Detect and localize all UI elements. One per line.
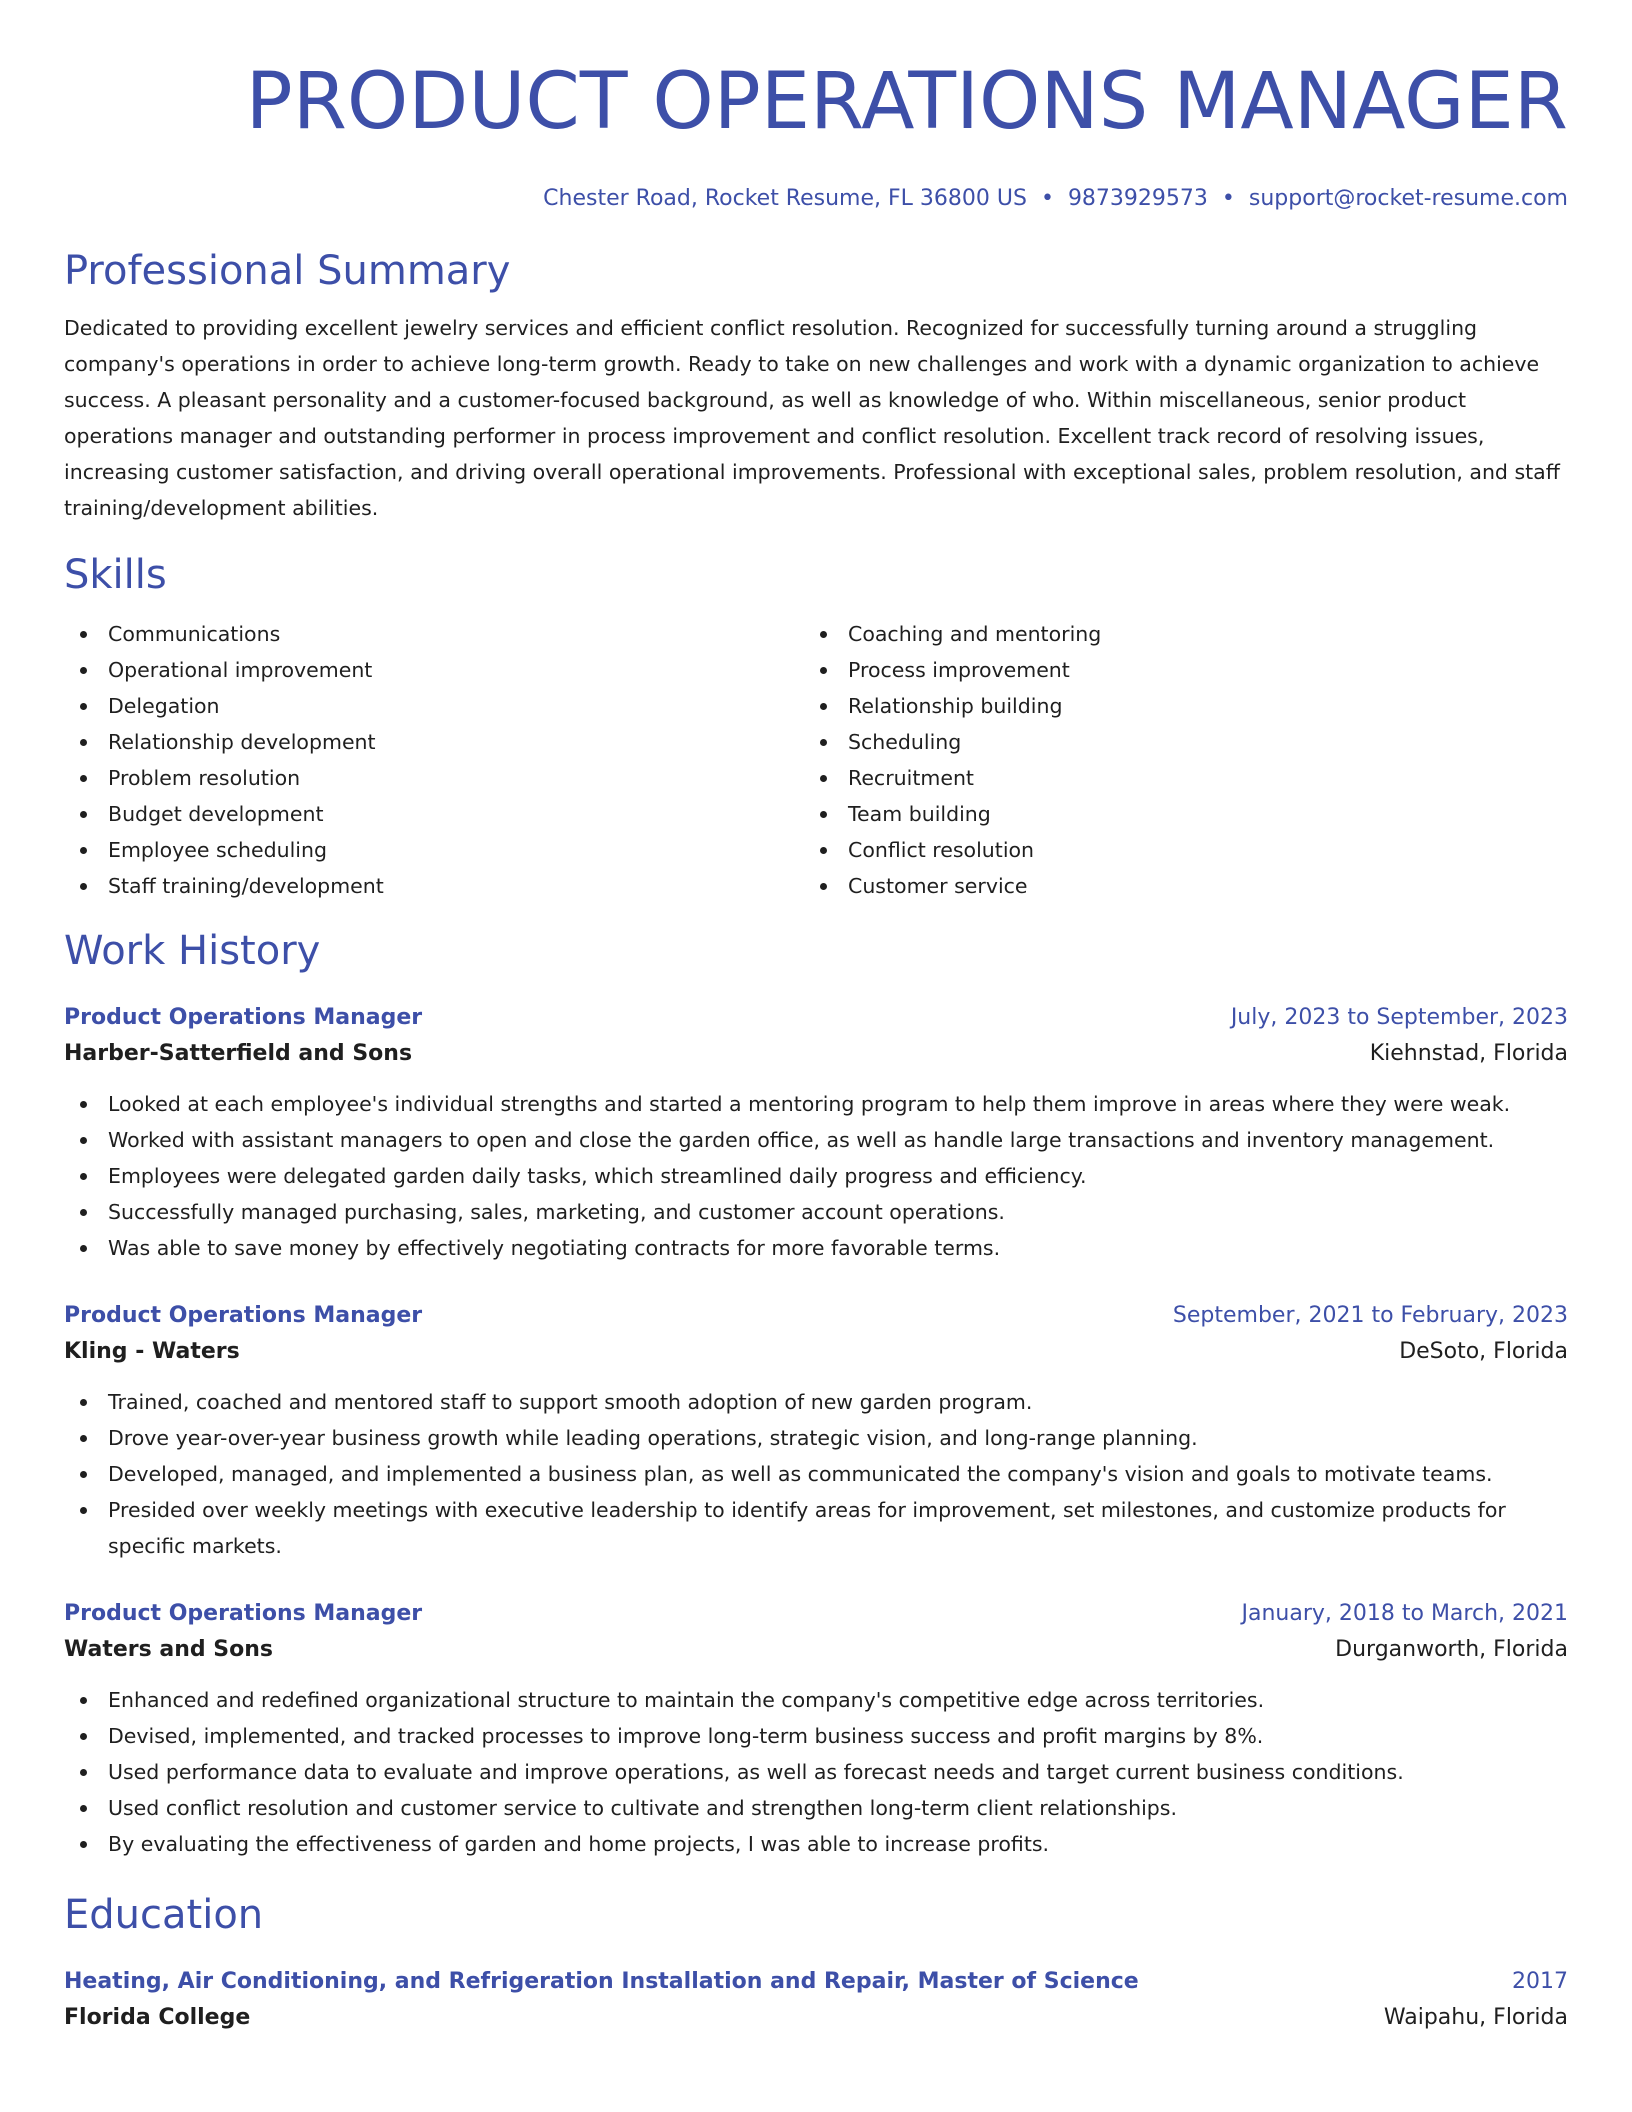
contact-separator: • <box>1040 186 1054 211</box>
skill-item: Customer service <box>804 868 1544 904</box>
job-entry <box>64 1000 1568 1266</box>
job-bullet: Employees were delegated garden daily tasks, which streamlined daily progress and efficiency. <box>64 1158 1568 1194</box>
skill-item: Employee scheduling <box>64 832 804 868</box>
contact-address: Chester Road, Rocket Resume, FL 36800 US <box>543 186 1027 211</box>
education-year: 2017 <box>1512 1969 1568 1994</box>
contact-separator: • <box>1221 186 1235 211</box>
skill-item: Communications <box>64 616 804 652</box>
job-company: Harber-Satterfield and Sons <box>64 1041 413 1066</box>
contact-email: support@rocket-resume.com <box>1248 186 1568 211</box>
job-company-row <box>64 1632 1568 1668</box>
skill-item: Relationship building <box>804 688 1544 724</box>
skills-grid <box>64 616 1568 904</box>
job-bullet: Enhanced and redefined organizational structure to maintain the company's competitive edge across territories. <box>64 1682 1568 1718</box>
skills-heading: Skills <box>64 552 167 598</box>
job-company-row <box>64 1334 1568 1370</box>
contact-phone: 9873929573 <box>1067 186 1208 211</box>
education-location: Waipahu, Florida <box>1383 2005 1568 2030</box>
work-history-heading: Work History <box>64 928 321 974</box>
job-title: Product Operations Manager <box>64 1005 423 1030</box>
job-bullet: Presided over weekly meetings with executive leadership to identify areas for improvement, set milestones, and customize products for specific markets. <box>64 1492 1568 1564</box>
education-entry <box>64 1964 1568 2036</box>
job-dates: January, 2018 to March, 2021 <box>1241 1601 1568 1626</box>
job-bullet: Developed, managed, and implemented a business plan, as well as communicated the company's vision and goals to motivate teams. <box>64 1456 1568 1492</box>
skill-item: Recruitment <box>804 760 1544 796</box>
education-degree: Heating, Air Conditioning, and Refrigeration Installation and Repair, Master of Science <box>64 1969 1139 1994</box>
job-header-row <box>64 1298 1568 1334</box>
education-school-row <box>64 2000 1568 2036</box>
job-bullet: Used conflict resolution and customer service to cultivate and strengthen long-term client relationships. <box>64 1790 1568 1826</box>
skill-item: Staff training/development <box>64 868 804 904</box>
resume-name: PRODUCT OPERATIONS MANAGER <box>245 57 1568 147</box>
skill-item: Process improvement <box>804 652 1544 688</box>
job-bullet: Was able to save money by effectively negotiating contracts for more favorable terms. <box>64 1230 1568 1266</box>
job-bullet: Trained, coached and mentored staff to support smooth adoption of new garden program. <box>64 1384 1568 1420</box>
skill-item: Operational improvement <box>64 652 804 688</box>
education-heading: Education <box>64 1892 264 1938</box>
job-dates: September, 2021 to February, 2023 <box>1172 1303 1568 1328</box>
contact-line <box>64 184 1568 214</box>
job-dates: July, 2023 to September, 2023 <box>1230 1005 1568 1030</box>
skill-item: Team building <box>804 796 1544 832</box>
job-bullets <box>64 1384 1568 1564</box>
job-bullets <box>64 1086 1568 1266</box>
summary-heading: Professional Summary <box>64 248 511 294</box>
job-company: Kling - Waters <box>64 1339 240 1364</box>
summary-text: Dedicated to providing excellent jewelry services and efficient conflict resolution. Recognized for successfully turning around a struggling company's operations in order to achieve long-term growth. Ready to take on new challenges and work with a dynamic organization to achieve success. A pleasant personality and a customer-focused background, as well as knowledge of who. Within miscellaneous, senior product operations manager and outstanding performer in process improvement and conflict resolution. Excellent track record of resolving issues, increasing customer satisfaction, and driving overall operational improvements. Professional with exceptional sales, problem resolution, and staff training/development abilities. <box>64 316 1560 520</box>
job-bullet: Worked with assistant managers to open and close the garden office, as well as handle large transactions and inventory management. <box>64 1122 1568 1158</box>
job-bullet: Looked at each employee's individual strengths and started a mentoring program to help them improve in areas where they were weak. <box>64 1086 1568 1122</box>
job-location: Kiehnstad, Florida <box>1369 1041 1568 1066</box>
job-entry <box>64 1298 1568 1564</box>
job-bullet: By evaluating the effectiveness of garden and home projects, I was able to increase profits. <box>64 1826 1568 1862</box>
skill-item: Problem resolution <box>64 760 804 796</box>
skill-item: Conflict resolution <box>804 832 1544 868</box>
job-entry <box>64 1596 1568 1862</box>
education-school: Florida College <box>64 2005 251 2030</box>
job-header-row <box>64 1000 1568 1036</box>
skill-item: Scheduling <box>804 724 1544 760</box>
skill-item: Relationship development <box>64 724 804 760</box>
job-title: Product Operations Manager <box>64 1601 423 1626</box>
skill-item: Budget development <box>64 796 804 832</box>
job-bullet: Successfully managed purchasing, sales, marketing, and customer account operations. <box>64 1194 1568 1230</box>
skill-item: Delegation <box>64 688 804 724</box>
education-header-row <box>64 1964 1568 2000</box>
job-bullets <box>64 1682 1568 1862</box>
job-bullet: Used performance data to evaluate and improve operations, as well as forecast needs and target current business conditions. <box>64 1754 1568 1790</box>
skills-column-right <box>804 616 1544 904</box>
job-header-row <box>64 1596 1568 1632</box>
job-location: DeSoto, Florida <box>1399 1339 1568 1364</box>
job-company-row <box>64 1036 1568 1072</box>
job-title: Product Operations Manager <box>64 1303 423 1328</box>
job-bullet: Devised, implemented, and tracked processes to improve long-term business success and profit margins by 8%. <box>64 1718 1568 1754</box>
job-location: Durganworth, Florida <box>1335 1637 1568 1662</box>
job-bullet: Drove year-over-year business growth while leading operations, strategic vision, and long-range planning. <box>64 1420 1568 1456</box>
skill-item: Coaching and mentoring <box>804 616 1544 652</box>
job-company: Waters and Sons <box>64 1637 273 1662</box>
skills-column-left <box>64 616 804 904</box>
